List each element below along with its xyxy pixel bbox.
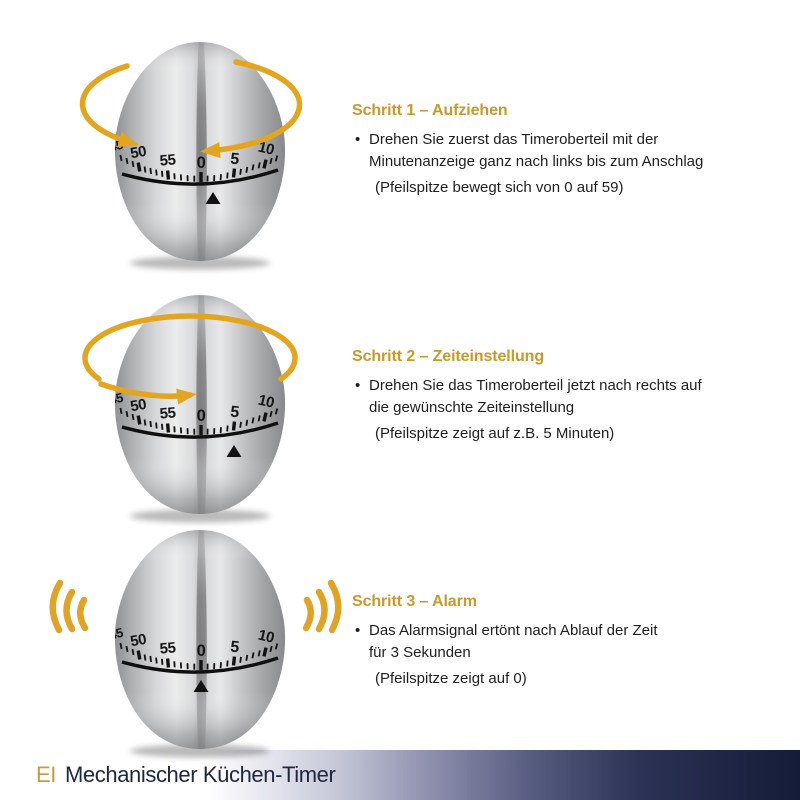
step1-egg-figure bbox=[0, 28, 400, 278]
step3-line1: Das Alarmsignal ertönt nach Ablauf der Zeit bbox=[369, 622, 658, 639]
bullet-dot: • bbox=[355, 622, 361, 639]
bullet-dot: • bbox=[355, 377, 361, 394]
step1-note: (Pfeilspitze bewegt sich von 0 auf 59) bbox=[375, 179, 624, 196]
footer-product-code: EI bbox=[36, 762, 56, 787]
step1-instructions bbox=[352, 101, 794, 199]
alarm-sound-waves-right-icon bbox=[306, 583, 338, 630]
step3-heading: Schritt 3 – Alarm bbox=[352, 593, 477, 610]
step1-heading: Schritt 1 – Aufziehen bbox=[352, 102, 508, 119]
step2-instructions bbox=[352, 347, 794, 445]
step2-line2: die gewünschte Zeiteinstellung bbox=[369, 399, 575, 416]
step3-note: (Pfeilspitze zeigt auf 0) bbox=[375, 670, 527, 687]
step3-line2: für 3 Sekunden bbox=[369, 644, 471, 661]
step1-line2: Minutenanzeige ganz nach links bis zum Anschlag bbox=[369, 153, 704, 170]
step3-egg-figure bbox=[0, 528, 400, 778]
footer-product-title: Mechanischer Küchen-Timer bbox=[65, 762, 336, 787]
step3-instructions bbox=[352, 592, 794, 690]
step1-line1: Drehen Sie zuerst das Timeroberteil mit der bbox=[369, 131, 659, 148]
step2-egg-figure bbox=[0, 278, 400, 528]
alarm-sound-waves-left-icon bbox=[53, 583, 85, 630]
step2-line1: Drehen Sie das Timeroberteil jetzt nach rechts auf bbox=[369, 377, 702, 394]
step2-note: (Pfeilspitze zeigt auf z.B. 5 Minuten) bbox=[375, 425, 615, 442]
bullet-dot: • bbox=[355, 131, 361, 148]
step2-heading: Schritt 2 – Zeiteinstellung bbox=[352, 348, 545, 365]
